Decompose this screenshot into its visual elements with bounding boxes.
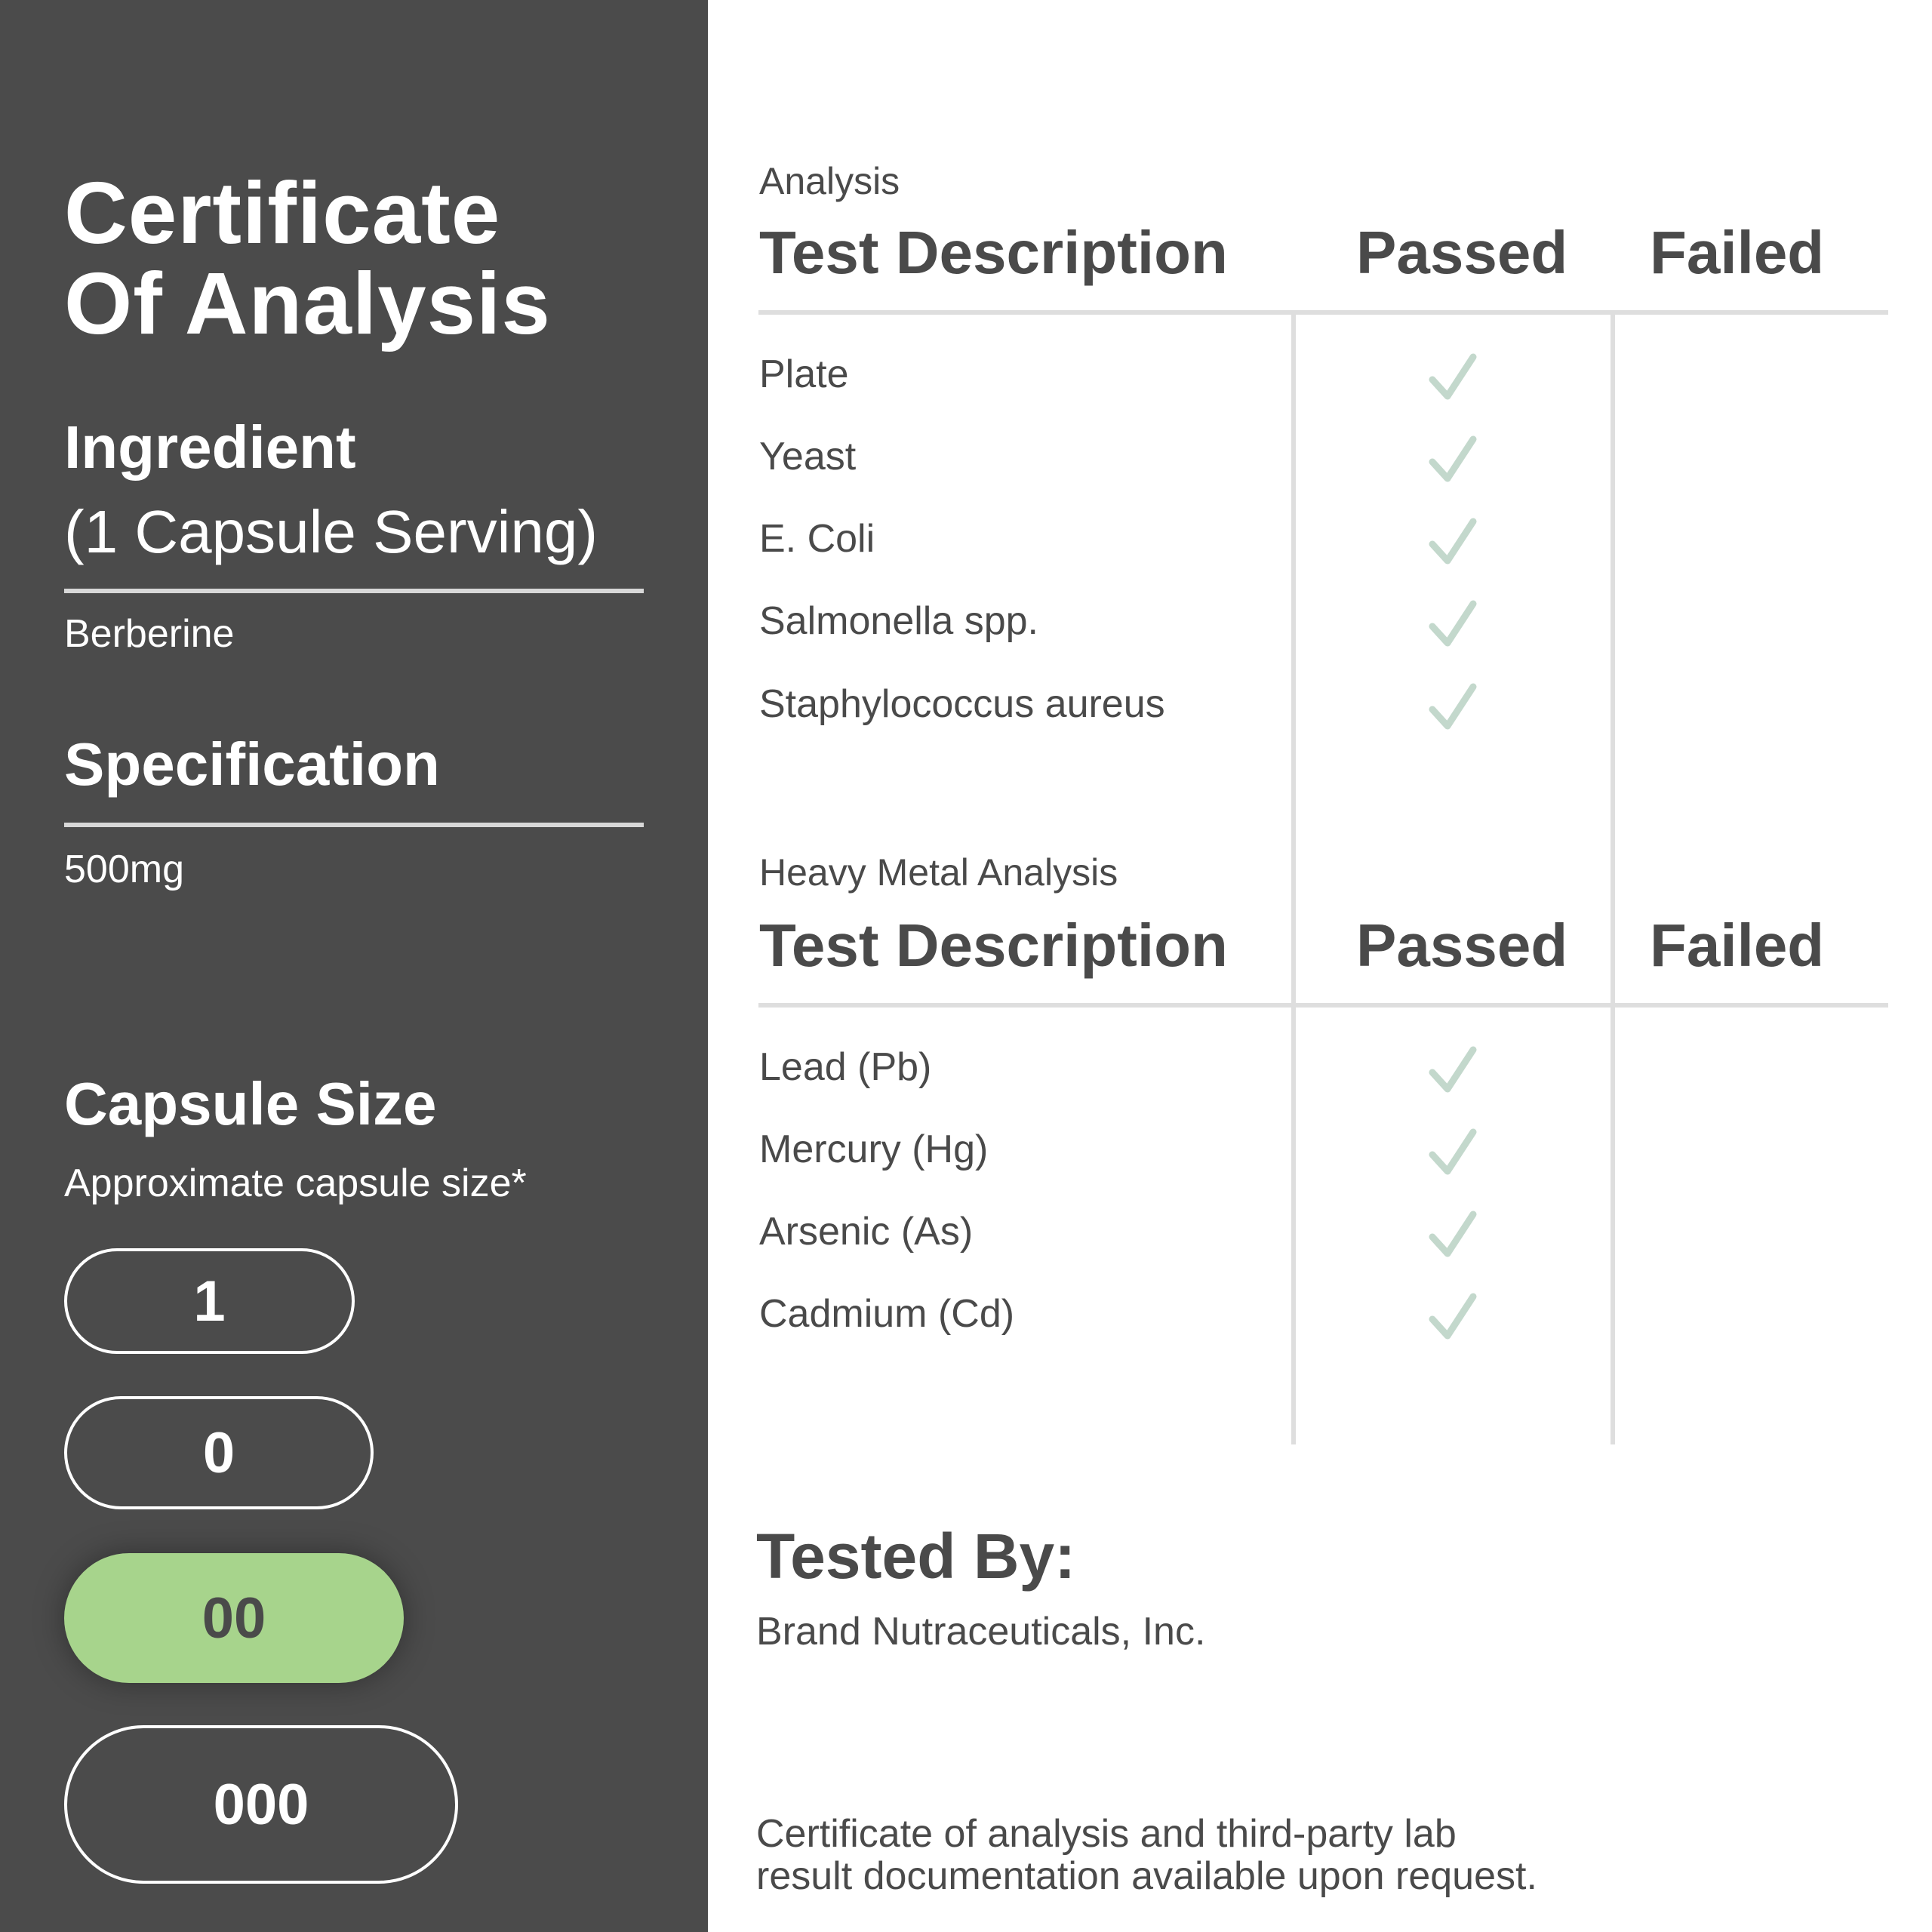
analysis-row-label: Salmonella spp. <box>759 599 1038 643</box>
analysis-col-passed: Passed <box>1356 219 1568 286</box>
check-icon <box>1426 1126 1479 1179</box>
heavy-metal-col-failed: Failed <box>1650 912 1825 979</box>
check-icon <box>1426 515 1479 568</box>
specification-divider <box>64 823 644 827</box>
heavy-metal-row-label: Mercury (Hg) <box>759 1128 989 1171</box>
footnote-line-1: Certificate of analysis and third-party lab <box>756 1812 1457 1856</box>
check-icon <box>1426 1291 1479 1343</box>
heavy-metal-col-passed: Passed <box>1356 912 1568 979</box>
capsule-size-000: 000 <box>64 1725 458 1884</box>
footnote-line-2: result documentation available upon request. <box>756 1854 1537 1898</box>
capsule-size-0: 0 <box>64 1396 374 1509</box>
title-line-2: Of Analysis <box>64 254 551 352</box>
check-icon <box>1426 598 1479 651</box>
analysis-row-label: Yeast <box>759 435 857 478</box>
analysis-row-label: E. Coli <box>759 517 875 561</box>
footnote <box>756 1813 1813 1897</box>
ingredient-divider <box>64 589 644 593</box>
ingredient-heading: Ingredient <box>64 414 356 481</box>
heavy-metal-section-label: Heavy Metal Analysis <box>759 851 1118 894</box>
analysis-row-label: Plate <box>759 352 849 396</box>
analysis-col-failed: Failed <box>1650 219 1825 286</box>
check-icon <box>1426 681 1479 734</box>
capsule-size-heading: Capsule Size <box>64 1070 437 1137</box>
analysis-header-rule <box>758 310 1888 315</box>
ingredient-subheading: (1 Capsule Serving) <box>64 498 598 565</box>
analysis-row-label: Staphylococcus aureus <box>759 682 1165 726</box>
tested-by-value: Brand Nutraceuticals, Inc. <box>756 1610 1206 1654</box>
analysis-col-description: Test Description <box>759 219 1228 286</box>
passed-column-divider <box>1291 312 1296 1444</box>
capsule-size-00-selected: 00 <box>64 1553 404 1683</box>
heavy-metal-row-label: Cadmium (Cd) <box>759 1292 1015 1336</box>
check-icon <box>1426 351 1479 404</box>
heavy-metal-row-label: Arsenic (As) <box>759 1210 974 1254</box>
check-icon <box>1426 1208 1479 1261</box>
title-line-1: Certificate <box>64 164 501 262</box>
heavy-metal-header-rule <box>758 1003 1888 1008</box>
heavy-metal-col-description: Test Description <box>759 912 1228 979</box>
capsule-size-subheading: Approximate capsule size* <box>64 1161 527 1205</box>
failed-column-divider <box>1611 312 1615 1444</box>
left-panel <box>0 0 708 1932</box>
ingredient-value: Berberine <box>64 612 235 656</box>
page-title <box>64 164 551 352</box>
check-icon <box>1426 1044 1479 1097</box>
check-icon <box>1426 433 1479 486</box>
tested-by-heading: Tested By: <box>756 1521 1076 1592</box>
specification-value: 500mg <box>64 848 184 891</box>
capsule-size-1: 1 <box>64 1248 355 1354</box>
heavy-metal-row-label: Lead (Pb) <box>759 1045 932 1089</box>
analysis-section-label: Analysis <box>759 160 900 202</box>
specification-heading: Specification <box>64 731 440 798</box>
